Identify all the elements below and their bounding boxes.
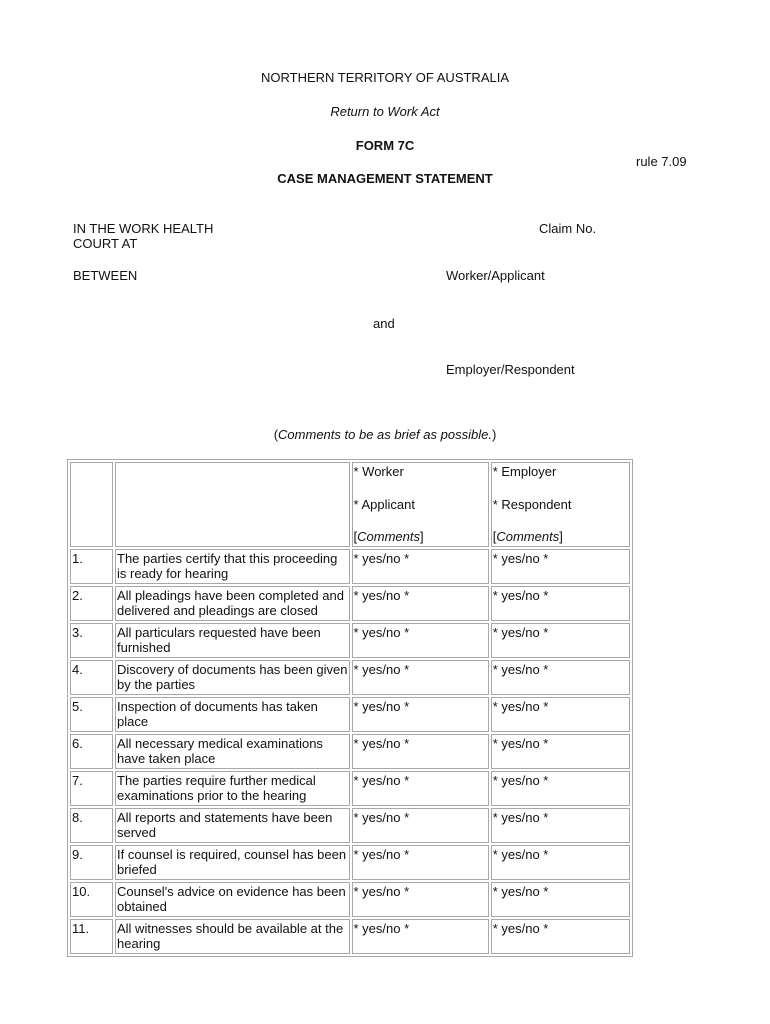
row-number: 7. [70, 771, 113, 806]
act-name: Return to Work Act [330, 104, 440, 119]
table-row [70, 734, 630, 769]
note-text: Comments to be as brief as possible. [278, 427, 492, 442]
worker-header-line2: * Applicant [353, 496, 415, 512]
case-management-table [67, 459, 633, 957]
worker-response: * yes/no * [352, 845, 489, 880]
worker-applicant-label: Worker/Applicant [446, 268, 545, 283]
table-header-row [70, 462, 630, 547]
table-row [70, 697, 630, 732]
employer-header-line1: * Employer [492, 464, 557, 479]
comments-label: Comments [357, 529, 420, 544]
worker-response: * yes/no * [352, 771, 489, 806]
row-number: 1. [70, 549, 113, 584]
worker-response: * yes/no * [352, 549, 489, 584]
worker-header-line1: * Worker [353, 464, 404, 479]
employer-header-line2: * Respondent [492, 496, 572, 512]
row-number: 11. [70, 919, 113, 954]
header-item-cell [115, 462, 350, 547]
table-row [70, 845, 630, 880]
claim-number-label: Claim No. [539, 221, 597, 236]
table-row [70, 808, 630, 843]
rule-reference: rule 7.09 [636, 154, 687, 169]
worker-response: * yes/no * [352, 734, 489, 769]
between-label: BETWEEN [73, 268, 138, 283]
employer-response: * yes/no * [491, 771, 630, 806]
employer-response: * yes/no * [491, 882, 630, 917]
row-item-text: All reports and statements have been served [115, 808, 350, 843]
note-open-paren: ( [273, 427, 279, 442]
jurisdiction-heading: NORTHERN TERRITORY OF AUSTRALIA [260, 70, 509, 85]
worker-response: * yes/no * [352, 586, 489, 621]
row-item-text: All particulars requested have been furnished [115, 623, 350, 658]
court-label-line1: IN THE WORK HEALTH [73, 221, 214, 236]
row-number: 6. [70, 734, 113, 769]
employer-response: * yes/no * [491, 845, 630, 880]
worker-response: * yes/no * [352, 697, 489, 732]
and-label: and [373, 316, 395, 331]
row-item-text: Counsel's advice on evidence has been obtained [115, 882, 350, 917]
employer-response: * yes/no * [491, 697, 630, 732]
row-item-text: All witnesses should be available at the hearing [115, 919, 350, 954]
table-row [70, 623, 630, 658]
employer-column-header [491, 462, 630, 547]
table-row [70, 919, 630, 954]
row-number: 8. [70, 808, 113, 843]
row-item-text: All pleadings have been completed and delivered and pleadings are closed [115, 586, 350, 621]
row-number: 9. [70, 845, 113, 880]
employer-header-comments [493, 529, 628, 545]
worker-header-comments [354, 529, 487, 545]
header-num-cell [70, 462, 113, 547]
employer-response: * yes/no * [491, 919, 630, 954]
court-label [73, 221, 213, 251]
row-item-text: The parties certify that this proceeding is ready for hearing [115, 549, 350, 584]
row-item-text: Inspection of documents has taken place [115, 697, 350, 732]
comments-note [0, 427, 770, 442]
table-row [70, 771, 630, 806]
worker-column-header [352, 462, 489, 547]
table-row [70, 882, 630, 917]
row-item-text: The parties require further medical examinations prior to the hearing [115, 771, 350, 806]
form-title: CASE MANAGEMENT STATEMENT [277, 171, 493, 186]
employer-response: * yes/no * [491, 549, 630, 584]
employer-response: * yes/no * [491, 734, 630, 769]
table-row [70, 549, 630, 584]
row-item-text: If counsel is required, counsel has been briefed [115, 845, 350, 880]
bracket-close: ] [559, 529, 563, 544]
row-number: 4. [70, 660, 113, 695]
row-number: 10. [70, 882, 113, 917]
worker-response: * yes/no * [352, 660, 489, 695]
form-number: FORM 7C [355, 138, 415, 153]
worker-response: * yes/no * [352, 919, 489, 954]
row-number: 2. [70, 586, 113, 621]
bracket-open: [ [492, 529, 497, 544]
worker-response: * yes/no * [352, 623, 489, 658]
row-item-text: Discovery of documents has been given by the parties [115, 660, 350, 695]
worker-response: * yes/no * [352, 808, 489, 843]
row-number: 5. [70, 697, 113, 732]
employer-response: * yes/no * [491, 623, 630, 658]
employer-respondent-label: Employer/Respondent [446, 362, 575, 377]
row-item-text: All necessary medical examinations have taken place [115, 734, 350, 769]
table-body [70, 462, 630, 954]
court-label-line2: COURT AT [73, 236, 138, 251]
table-row [70, 586, 630, 621]
table-row [70, 660, 630, 695]
comments-label: Comments [496, 529, 560, 544]
bracket-open: [ [353, 529, 358, 544]
row-number: 3. [70, 623, 113, 658]
employer-response: * yes/no * [491, 808, 630, 843]
worker-response: * yes/no * [352, 882, 489, 917]
note-close-paren: ) [491, 427, 497, 442]
employer-response: * yes/no * [491, 660, 630, 695]
bracket-close: ] [419, 529, 424, 544]
employer-response: * yes/no * [491, 586, 630, 621]
